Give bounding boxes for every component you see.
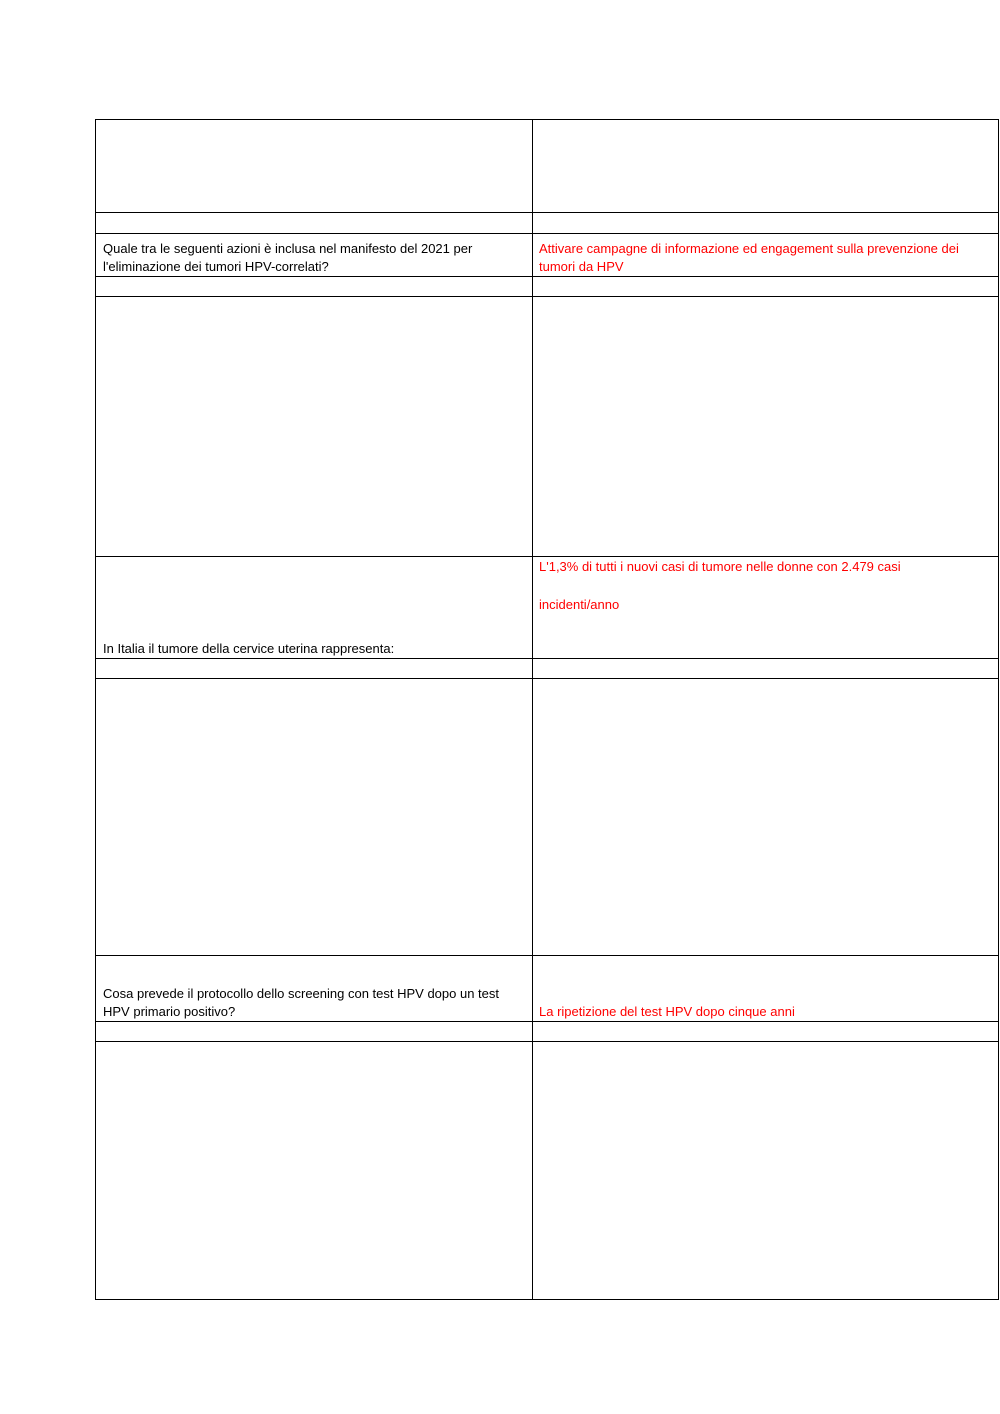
row-divider — [96, 678, 998, 679]
question-1: Quale tra le seguenti azioni è inclusa nel manifesto del 2021 per l'eliminazione dei tumori HPV-correlati? — [103, 241, 473, 274]
question-3: Cosa prevede il protocollo dello screening con test HPV dopo un test HPV primario positivo? — [103, 986, 500, 1019]
row-divider — [96, 212, 998, 213]
row-divider — [96, 556, 998, 557]
row-divider — [96, 1041, 998, 1042]
answer-2-line-2: incidenti/anno — [539, 597, 620, 612]
row-divider — [96, 233, 998, 234]
quiz-table — [95, 119, 999, 1300]
row-divider — [96, 1021, 998, 1022]
answer-3: La ripetizione del test HPV dopo cinque anni — [539, 1004, 795, 1019]
answer-1: Attivare campagne di informazione ed engagement sulla prevenzione dei tumori da HPV — [539, 241, 959, 274]
row-divider — [96, 296, 998, 297]
row-divider — [96, 658, 998, 659]
row-divider — [96, 276, 998, 277]
row-divider — [96, 955, 998, 956]
column-divider — [532, 120, 533, 1299]
question-2: In Italia il tumore della cervice uterina rappresenta: — [103, 641, 395, 656]
answer-2-line-1: L'1,3% di tutti i nuovi casi di tumore nelle donne con 2.479 casi — [539, 559, 901, 574]
